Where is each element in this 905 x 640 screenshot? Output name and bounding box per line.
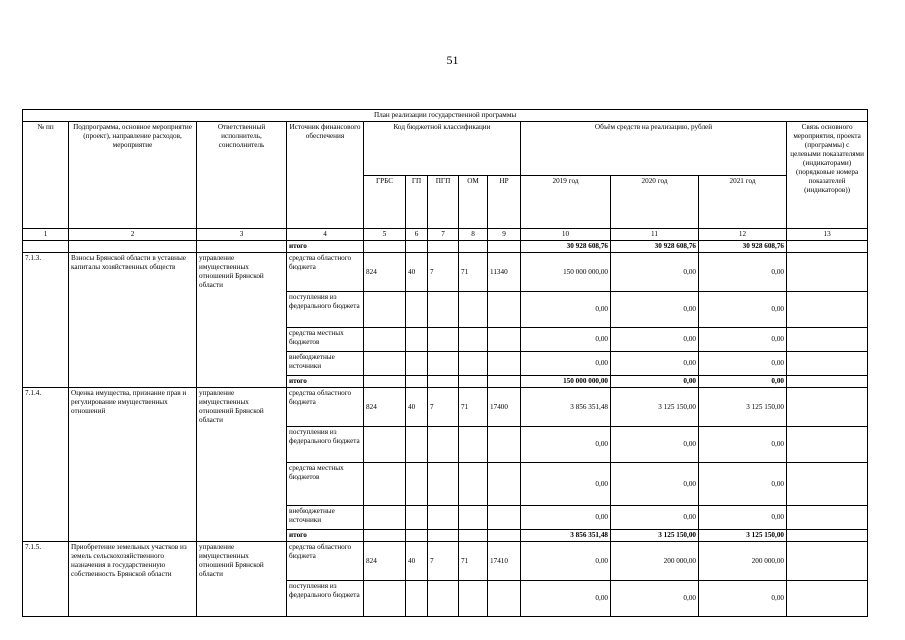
code-gp: [406, 506, 428, 530]
code-pgp: [428, 581, 459, 617]
amount-y2021: 200 000,00: [699, 542, 787, 581]
indicator-link: [787, 253, 868, 292]
amount-y2020: 0,00: [611, 328, 699, 352]
amount-y2020: 0,00: [611, 506, 699, 530]
indicator-link: [787, 542, 868, 581]
column-numbers-row: [23, 229, 868, 241]
column-number: 6: [406, 229, 428, 241]
amount-y2020: 0,00: [611, 253, 699, 292]
amount-y2020: 0,00: [611, 427, 699, 463]
section-number: 7.1.3.: [23, 253, 69, 388]
indicator-link: [787, 581, 868, 617]
column-number: 4: [287, 229, 364, 241]
header-2019: 2019 год: [521, 175, 611, 229]
indicator-link: [787, 376, 868, 388]
code-gp: 40: [406, 542, 428, 581]
column-number: 12: [699, 229, 787, 241]
program-plan-table: [22, 109, 868, 617]
code-om: [459, 328, 488, 352]
code-om: [459, 581, 488, 617]
column-number: 11: [611, 229, 699, 241]
code-om: [459, 427, 488, 463]
indicator-link: [787, 530, 868, 542]
funding-source: поступления из федерального бюджета: [287, 427, 364, 463]
code-pgp: 7: [428, 542, 459, 581]
code-om: [459, 292, 488, 328]
amount-y2020: 200 000,00: [611, 542, 699, 581]
header-budget-code: Код бюджетной классификации: [364, 122, 521, 176]
amount-y2020: 3 125 150,00: [611, 388, 699, 427]
section-executor: управление имущественных отношений Брянской области: [197, 253, 287, 388]
code-np: [488, 581, 521, 617]
empty-cell: [488, 530, 521, 542]
amount-y2019: 3 856 351,48: [521, 388, 611, 427]
page-number: 51: [446, 53, 459, 67]
section-total-y2019: 3 856 351,48: [521, 530, 611, 542]
section-name: Приобретение земельных участков из земель сельскохозяйственного назначения в государственную собственность Брянской области: [69, 542, 197, 617]
funding-source: средства местных бюджетов: [287, 328, 364, 352]
amount-y2021: 0,00: [699, 328, 787, 352]
column-number: 10: [521, 229, 611, 241]
header-num: № пп: [23, 122, 69, 229]
header-np: НР: [488, 175, 521, 229]
code-grbs: [364, 352, 406, 376]
code-grbs: [364, 463, 406, 506]
header-grbs: ГРБС: [364, 175, 406, 229]
indicator-link: [787, 506, 868, 530]
empty-cell: [488, 376, 521, 388]
section-total-label: итого: [287, 530, 364, 542]
funding-source: средства местных бюджетов: [287, 463, 364, 506]
amount-y2020: 0,00: [611, 581, 699, 617]
column-number: 1: [23, 229, 69, 241]
code-gp: [406, 292, 428, 328]
code-grbs: 824: [364, 253, 406, 292]
header-2020: 2020 год: [611, 175, 699, 229]
column-number: 13: [787, 229, 868, 241]
code-om: 71: [459, 253, 488, 292]
top-total-2020: 30 928 608,76: [611, 241, 699, 253]
amount-y2021: 0,00: [699, 463, 787, 506]
code-gp: [406, 463, 428, 506]
code-gp: [406, 352, 428, 376]
empty-cell: [406, 376, 428, 388]
code-pgp: [428, 328, 459, 352]
column-number: 5: [364, 229, 406, 241]
funding-source: внебюджетные источники: [287, 506, 364, 530]
amount-y2021: 3 125 150,00: [699, 388, 787, 427]
funding-source: внебюджетные источники: [287, 352, 364, 376]
section-total-label: итого: [287, 376, 364, 388]
amount-y2019: 0,00: [521, 581, 611, 617]
funding-source: поступления из федерального бюджета: [287, 581, 364, 617]
amount-y2019: 0,00: [521, 328, 611, 352]
amount-y2019: 150 000 000,00: [521, 253, 611, 292]
funding-source: средства областного бюджета: [287, 388, 364, 427]
funding-source: поступления из федерального бюджета: [287, 292, 364, 328]
header-2021: 2021 год: [699, 175, 787, 229]
indicator-link: [787, 352, 868, 376]
funding-source: средства областного бюджета: [287, 542, 364, 581]
code-om: 71: [459, 542, 488, 581]
code-gp: [406, 581, 428, 617]
code-grbs: [364, 292, 406, 328]
indicator-link: [787, 292, 868, 328]
section-total-y2021: 3 125 150,00: [699, 530, 787, 542]
amount-y2019: 0,00: [521, 506, 611, 530]
section-name: Оценка имущества, признание прав и регулирование имущественных отношений: [69, 388, 197, 542]
code-np: [488, 292, 521, 328]
amount-y2020: 0,00: [611, 292, 699, 328]
header-gp: ГП: [406, 175, 428, 229]
indicator-link: [787, 328, 868, 352]
table-row: [23, 542, 868, 581]
empty-cell: [428, 530, 459, 542]
code-pgp: [428, 427, 459, 463]
column-number: 9: [488, 229, 521, 241]
table-title: План реализации государственной программы: [23, 110, 868, 122]
column-number: 2: [69, 229, 197, 241]
empty-cell: [428, 376, 459, 388]
code-om: [459, 352, 488, 376]
code-om: 71: [459, 388, 488, 427]
code-pgp: 7: [428, 253, 459, 292]
code-om: [459, 506, 488, 530]
code-grbs: 824: [364, 542, 406, 581]
table-row: [23, 253, 868, 292]
section-total-y2020: 0,00: [611, 376, 699, 388]
code-grbs: [364, 506, 406, 530]
header-program: Подпрограмма, основное мероприятие (проект), направление расходов, мероприятие: [69, 122, 197, 229]
code-pgp: [428, 463, 459, 506]
section-name: Взносы Брянской области в уставные капиталы хозяйственных обществ: [69, 253, 197, 388]
amount-y2021: 0,00: [699, 506, 787, 530]
code-grbs: [364, 328, 406, 352]
amount-y2019: 0,00: [521, 542, 611, 581]
code-np: [488, 352, 521, 376]
amount-y2020: 0,00: [611, 463, 699, 506]
header-pgp: ПГП: [428, 175, 459, 229]
header-om: ОМ: [459, 175, 488, 229]
code-grbs: [364, 427, 406, 463]
code-om: [459, 463, 488, 506]
top-total-label: итого: [287, 241, 364, 253]
code-pgp: 7: [428, 388, 459, 427]
code-np: 17410: [488, 542, 521, 581]
empty-cell: [406, 530, 428, 542]
indicator-link: [787, 463, 868, 506]
amount-y2021: 0,00: [699, 352, 787, 376]
code-np: [488, 328, 521, 352]
header-link: Связь основного мероприятия, проекта (программы) с целевыми показателями (индикаторами) (порядковые номера показателей (индикаторов)): [787, 122, 868, 229]
amount-y2020: 0,00: [611, 352, 699, 376]
table-row: [23, 388, 868, 427]
section-executor: управление имущественных отношений Брянской области: [197, 542, 287, 617]
amount-y2021: 0,00: [699, 581, 787, 617]
funding-source: средства областного бюджета: [287, 253, 364, 292]
code-gp: 40: [406, 253, 428, 292]
code-pgp: [428, 292, 459, 328]
amount-y2019: 0,00: [521, 352, 611, 376]
empty-cell: [459, 530, 488, 542]
empty-cell: [364, 530, 406, 542]
code-grbs: 824: [364, 388, 406, 427]
code-gp: [406, 427, 428, 463]
empty-cell: [364, 376, 406, 388]
code-gp: [406, 328, 428, 352]
header-volume: Объём средств на реализацию, рублей: [521, 122, 787, 176]
empty-cell: [459, 376, 488, 388]
code-np: 17400: [488, 388, 521, 427]
code-pgp: [428, 352, 459, 376]
amount-y2021: 0,00: [699, 292, 787, 328]
code-np: 11340: [488, 253, 521, 292]
section-number: 7.1.5.: [23, 542, 69, 617]
header-source: Источник финансового обеспечения: [287, 122, 364, 229]
section-total-y2020: 3 125 150,00: [611, 530, 699, 542]
code-np: [488, 427, 521, 463]
column-number: 7: [428, 229, 459, 241]
amount-y2021: 0,00: [699, 253, 787, 292]
section-executor: управление имущественных отношений Брянской области: [197, 388, 287, 542]
amount-y2019: 0,00: [521, 463, 611, 506]
section-total-y2019: 150 000 000,00: [521, 376, 611, 388]
section-total-y2021: 0,00: [699, 376, 787, 388]
amount-y2019: 0,00: [521, 292, 611, 328]
indicator-link: [787, 388, 868, 427]
amount-y2019: 0,00: [521, 427, 611, 463]
code-pgp: [428, 506, 459, 530]
header-executor: Ответственный исполнитель, соисполнитель: [197, 122, 287, 229]
code-gp: 40: [406, 388, 428, 427]
code-grbs: [364, 581, 406, 617]
code-np: [488, 463, 521, 506]
top-total-row: [23, 241, 868, 253]
column-number: 8: [459, 229, 488, 241]
amount-y2021: 0,00: [699, 427, 787, 463]
column-number: 3: [197, 229, 287, 241]
code-np: [488, 506, 521, 530]
indicator-link: [787, 427, 868, 463]
top-total-2021: 30 928 608,76: [699, 241, 787, 253]
top-total-2019: 30 928 608,76: [521, 241, 611, 253]
section-number: 7.1.4.: [23, 388, 69, 542]
